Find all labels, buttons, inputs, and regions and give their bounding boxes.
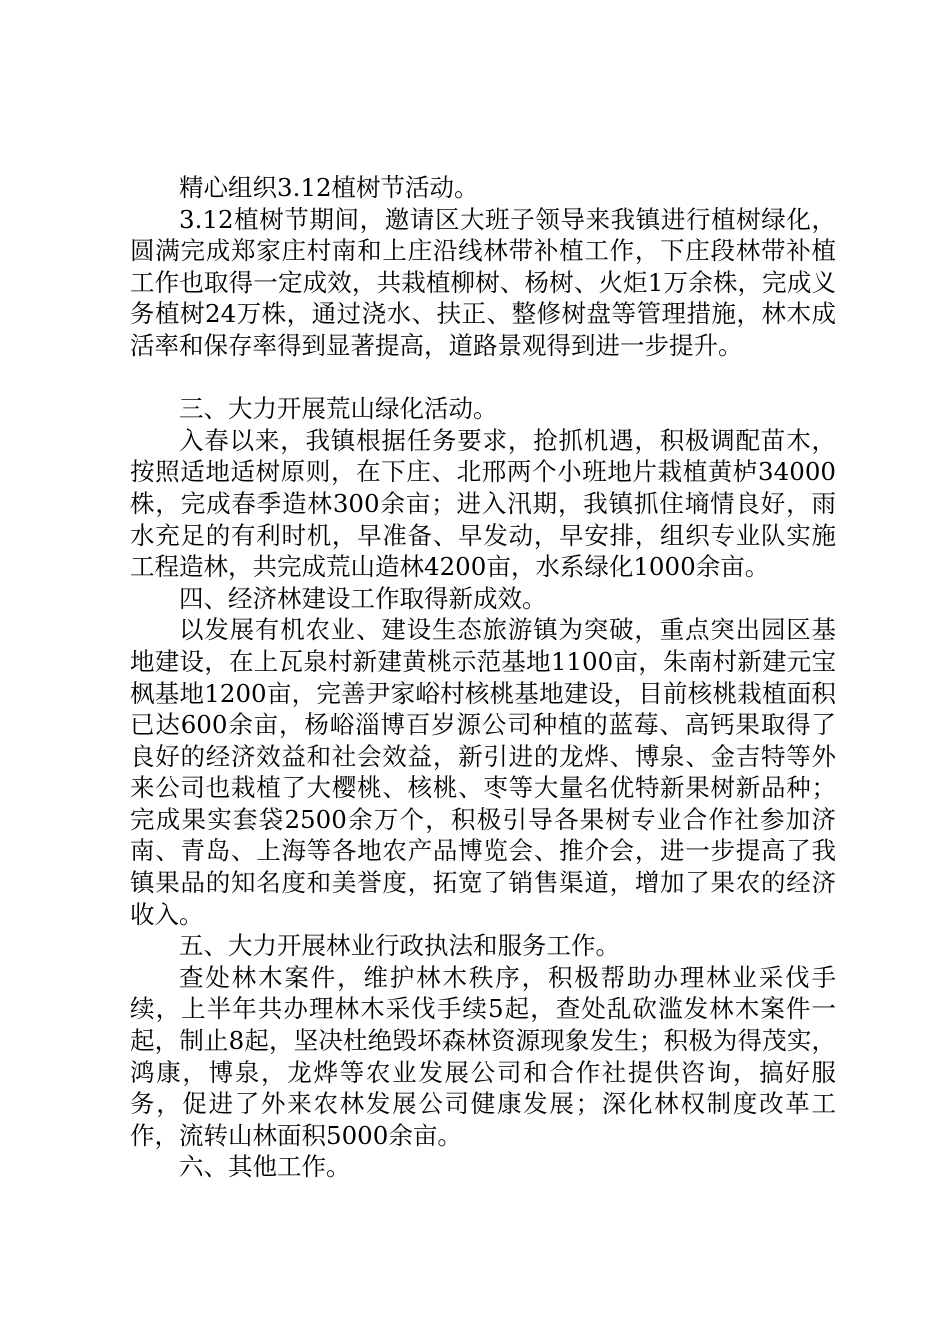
document-body <box>130 172 836 1183</box>
paragraph-heading-tree-planting: 精心组织3.12植树节活动。 <box>179 173 479 202</box>
paragraph-barren-hills-details: 入春以来，我镇根据任务要求，抢抓机遇，积极调配苗木，按照适地适树原则，在下庄、北邢两个小班地片栽植黄栌34000株，完成春季造林300余亩；进入汛期，我镇抓住墒情良好，雨水充足的有利时机，早准备、早发动，早安排，组织专业队实施工程造林，共完成荒山造林4200亩，水系绿化1000余亩。 <box>130 425 836 582</box>
section-heading-other-work: 六、其他工作。 <box>179 1152 351 1182</box>
section-heading-barren-hills: 三、大力开展荒山绿化活动。 <box>179 394 498 424</box>
paragraph-tree-planting-details: 3.12植树节期间，邀请区大班子领导来我镇进行植树绿化，圆满完成郑家庄村南和上庄沿线林带补植工作，下庄段林带补植工作也取得一定成效，共栽植柳树、杨树、火炬1万余株，完成义务植树24万株，通过浇水、扶正、整修树盘等管理措施，林木成活率和保存率得到显著提高，道路景观得到进一步提升。 <box>130 204 836 360</box>
section-heading-economic-forest: 四、经济林建设工作取得新成效。 <box>179 583 547 613</box>
section-heading-law-enforcement: 五、大力开展林业行政执法和服务工作。 <box>179 931 620 961</box>
paragraph-law-enforcement-details: 查处林木案件，维护林木秩序，积极帮助办理林业采伐手续，上半年共办理林木采伐手续5起，查处乱砍滥发林木案件一起，制止8起，坚决杜绝毁坏森林资源现象发生；积极为得茂实，鸿康，博泉，龙烨等农业发展公司和合作社提供咨询，搞好服务，促进了外来农林发展公司健康发展；深化林权制度改革工作，流转山林面积5000余亩。 <box>130 962 836 1150</box>
paragraph-economic-forest-details: 以发展有机农业、建设生态旅游镇为突破，重点突出园区基地建设，在上瓦泉村新建黄桃示范基地1100亩，朱南村新建元宝枫基地1200亩，完善尹家峪村核桃基地建设，目前核桃栽植面积已达600余亩，杨峪淄博百岁源公司种植的蓝莓、高钙果取得了良好的经济效益和社会效益，新引进的龙烨、博泉、金吉特等外来公司也栽植了大樱桃、核桃、枣等大量名优特新果树新品种；完成果实套袋2500余万个，积极引导各果树专业合作社参加济南、青岛、上海等各地农产品博览会、推介会，进一步提高了我镇果品的知名度和美誉度，拓宽了销售渠道，增加了果农的经济收入。 <box>130 615 836 929</box>
